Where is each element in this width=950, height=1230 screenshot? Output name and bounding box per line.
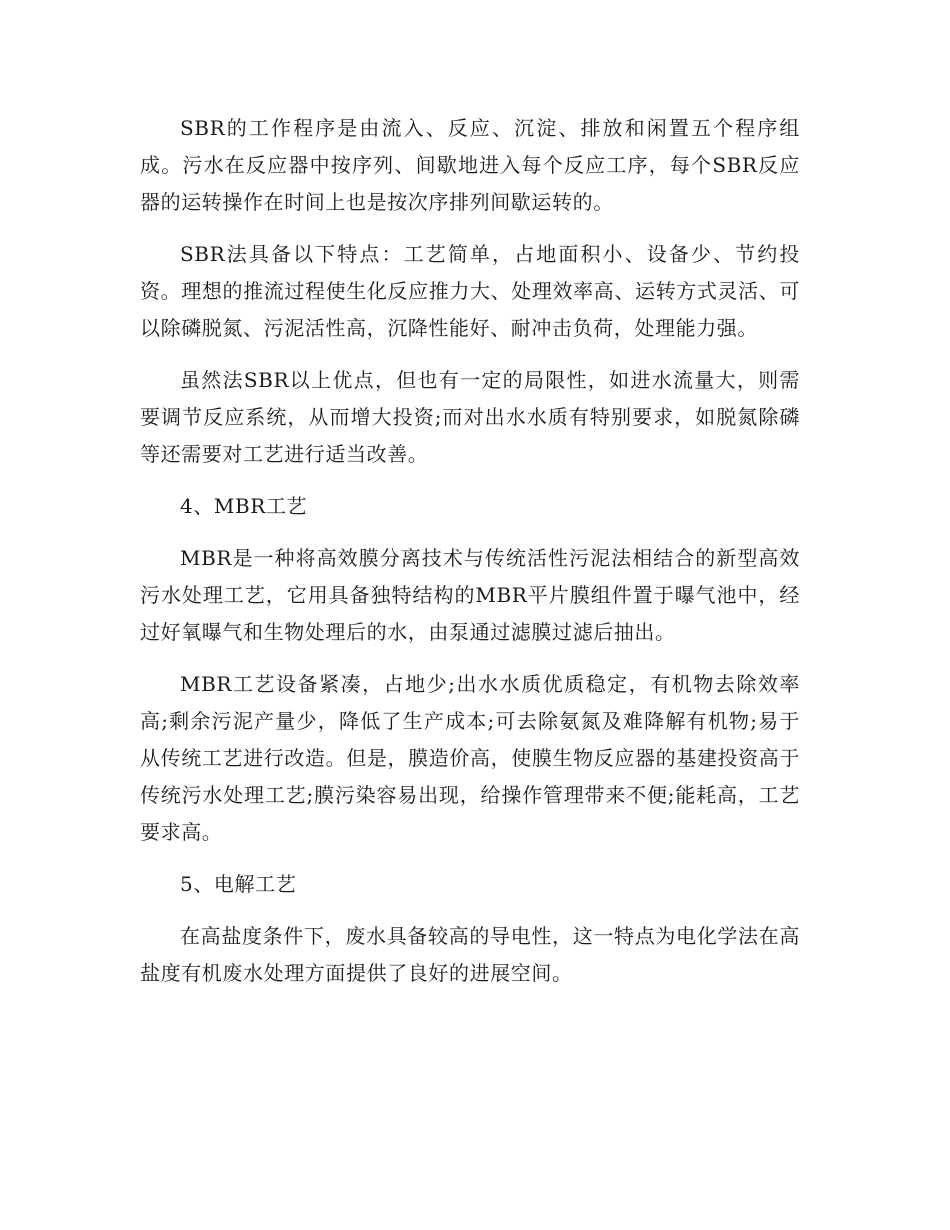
- paragraph-mbr-pros-cons: MBR工艺设备紧凑，占地少;出水水质优质稳定，有机物去除效率高;剩余污泥产量少，降低了生产成本;可去除氨氮及难降解有机物;易于从传统工艺进行改造。但是，膜造价高，使膜生物反应器的基建投资高于传统污水处理工艺;膜污染容易出现，给操作管理带来不便;能耗高，工艺要求高。: [140, 672, 800, 844]
- paragraph-sbr-features: SBR法具备以下特点：工艺简单，占地面积小、设备少、节约投资。理想的推流过程使生化反应推力大、处理效率高、运转方式灵活、可以除磷脱氮、污泥活性高，沉降性能好、耐冲击负荷，处理能力强。: [140, 242, 800, 340]
- paragraph-mbr-definition: MBR是一种将高效膜分离技术与传统活性污泥法相结合的新型高效污水处理工艺，它用具备独特结构的MBR平片膜组件置于曝气池中，经过好氧曝气和生物处理后的水，由泵通过滤膜过滤后抽出。: [140, 546, 800, 644]
- section-heading-mbr: 4、MBR工艺: [180, 494, 308, 518]
- paragraph-electrolysis: 在高盐度条件下，废水具备较高的导电性，这一特点为电化学法在高盐度有机废水处理方面提供了良好的进展空间。: [140, 924, 800, 985]
- section-heading-electrolysis: 5、电解工艺: [180, 872, 297, 896]
- document-body: [140, 110, 800, 1007]
- paragraph-sbr-limitations: 虽然法SBR以上优点，但也有一定的局限性，如进水流量大，则需要调节反应系统，从而增大投资;而对出水水质有特别要求，如脱氮除磷等还需要对工艺进行适当改善。: [140, 368, 800, 466]
- paragraph-sbr-procedure: SBR的工作程序是由流入、反应、沉淀、排放和闲置五个程序组成。污水在反应器中按序列、间歇地进入每个反应工序，每个SBR反应器的运转操作在时间上也是按次序排列间歇运转的。: [140, 116, 800, 214]
